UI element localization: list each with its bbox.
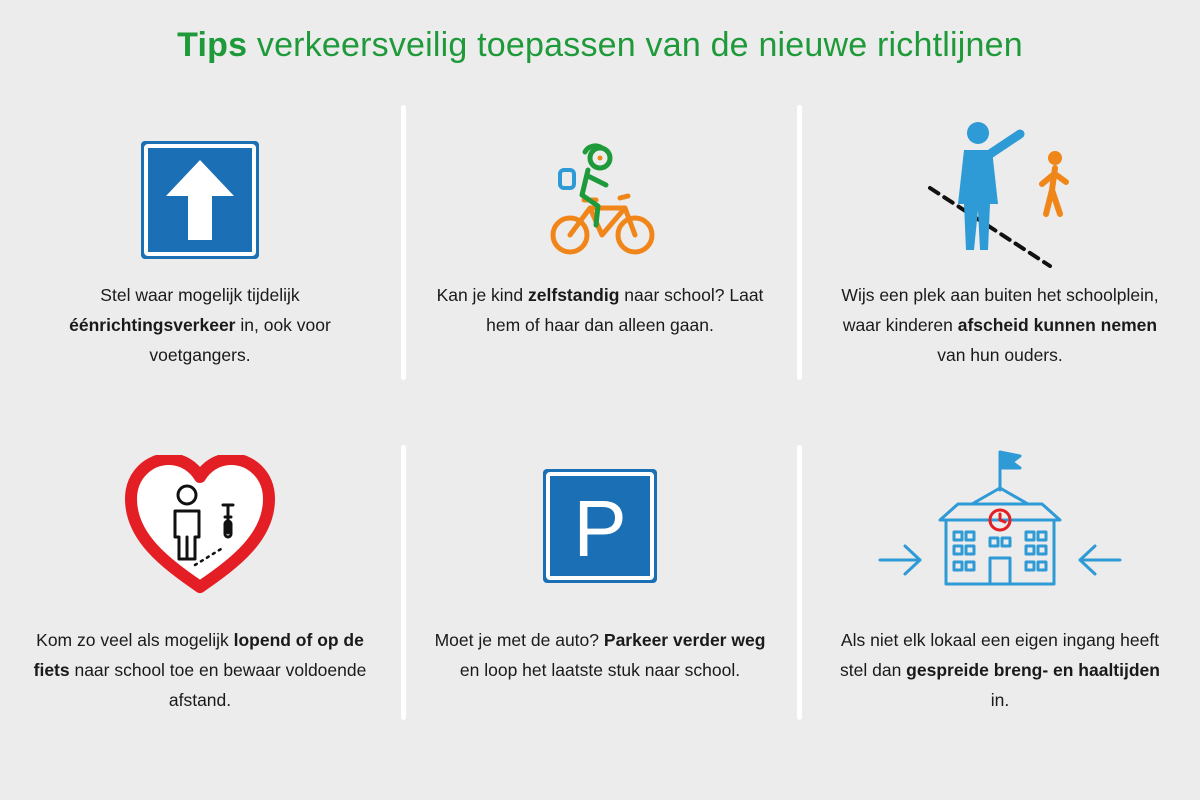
tip-text-part: Wijs een plek aan buiten het schoolplein, waar kinderen xyxy=(841,285,1159,335)
tip-text xyxy=(430,280,770,340)
tip-text xyxy=(30,280,370,370)
one-way-sign-icon xyxy=(0,140,400,260)
tip-text xyxy=(30,625,370,715)
tip-text xyxy=(830,625,1170,715)
tip-text-part: en loop het laatste stuk naar school. xyxy=(459,660,741,680)
title-rest: verkeersveilig toepassen van de nieuwe richtlijnen xyxy=(247,26,1023,64)
tip-text-part: in. xyxy=(990,690,1010,710)
tip-text-bold: lopend of op de fiets xyxy=(33,630,364,680)
tip-text-bold: zelfstandig xyxy=(528,285,620,305)
tip-text-bold: éénrichtingsverkeer xyxy=(69,315,236,335)
tip-text-part: van hun ouders. xyxy=(937,345,1063,365)
tip-text-part: Stel waar mogelijk tijdelijk xyxy=(100,285,300,305)
tip-text-part: Kom zo veel als mogelijk xyxy=(36,630,234,650)
heart-walk-cycle-icon xyxy=(0,455,400,595)
tip-text-part: naar school? Laat hem of haar dan alleen gaan. xyxy=(486,285,764,335)
tip-text xyxy=(430,625,770,685)
school-building-icon xyxy=(800,450,1200,590)
tip-text-part: in, ook voor voetgangers. xyxy=(149,315,331,365)
tip-text-bold: Parkeer verder weg xyxy=(603,630,766,650)
tip-text-part: naar school toe en bewaar voldoende afstand. xyxy=(69,660,367,710)
tip-text-part: Kan je kind xyxy=(436,285,529,305)
tip-text-bold: afscheid kunnen nemen xyxy=(957,315,1158,335)
tip-text-part: Moet je met de auto? xyxy=(434,630,604,650)
tip-text-part: Als niet elk lokaal een eigen ingang heeft stel dan xyxy=(840,630,1160,680)
title-bold: Tips xyxy=(177,26,248,64)
tip-text xyxy=(830,280,1170,370)
tip-text-bold: gespreide breng- en haaltijden xyxy=(906,660,1160,680)
parking-sign-icon xyxy=(400,468,800,584)
drop-off-point-icon xyxy=(800,118,1200,268)
page-title xyxy=(0,26,1200,65)
child-cyclist-icon xyxy=(400,140,800,260)
parking-letter: P xyxy=(573,484,627,573)
